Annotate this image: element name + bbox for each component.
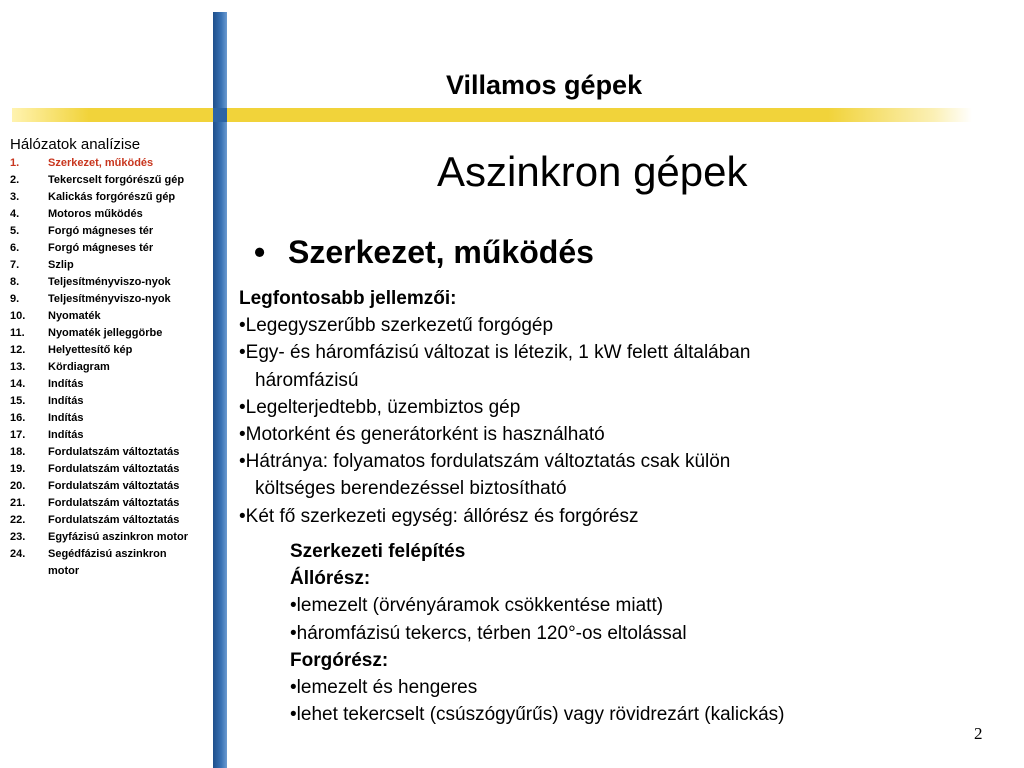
sidebar-item-number: 18. <box>10 446 26 458</box>
sidebar-title: Hálózatok analízise <box>10 136 141 153</box>
sidebar-item-label: Fordulatszám változtatás <box>48 463 180 475</box>
sidebar-item-number: 16. <box>10 412 26 424</box>
sidebar-item-label: Szlip <box>48 259 74 271</box>
sidebar-item-label: Fordulatszám változtatás <box>48 497 180 509</box>
stator-item: •lemezelt (örvényáramok csökkentése miatt) <box>290 595 664 617</box>
sidebar-item-number: 24. <box>10 548 26 560</box>
sidebar-item-number: 1. <box>10 157 20 169</box>
horizontal-accent-bar <box>12 108 972 122</box>
accent-bar-junction <box>213 108 227 122</box>
sidebar-item-number: 21. <box>10 497 26 509</box>
rotor-item: •lehet tekercselt (csúszógyűrűs) vagy rövidrezárt (kalickás) <box>290 704 785 726</box>
sidebar-item[interactable] <box>10 155 210 172</box>
sidebar-item[interactable] <box>10 495 210 512</box>
sidebar-item[interactable] <box>10 325 210 342</box>
sidebar-item[interactable] <box>10 291 210 308</box>
sidebar-item-number: 4. <box>10 208 20 220</box>
sidebar-item[interactable] <box>10 512 210 529</box>
content-line: •Legelterjedtebb, üzembiztos gép <box>239 396 521 418</box>
sidebar-item[interactable] <box>10 172 210 189</box>
sidebar-item[interactable] <box>10 410 210 427</box>
sidebar-item-label: Egyfázisú aszinkron motor <box>48 531 188 543</box>
sidebar-item-number: 17. <box>10 429 26 441</box>
sidebar-item[interactable] <box>10 240 210 257</box>
sidebar-item[interactable] <box>10 393 210 410</box>
sidebar-item-label: Indítás <box>48 429 84 441</box>
page-number: 2 <box>974 724 983 743</box>
sidebar-item-number: 10. <box>10 310 26 322</box>
sidebar-item-label: Indítás <box>48 378 84 390</box>
slide-subtitle <box>254 234 594 271</box>
sidebar-item-label: Nyomaték <box>48 310 101 322</box>
header-title: Villamos gépek <box>446 70 643 100</box>
sidebar-item-number: 2. <box>10 174 20 186</box>
sidebar-item-number: 15. <box>10 395 26 407</box>
sidebar-item-label: Nyomaték jelleggörbe <box>48 327 163 339</box>
sidebar-item-number: 13. <box>10 361 26 373</box>
sidebar-item-number: 12. <box>10 344 26 356</box>
content-line: háromfázisú <box>255 369 359 391</box>
sidebar-item[interactable] <box>10 376 210 393</box>
sidebar-item-label: Helyettesítő kép <box>48 344 133 356</box>
main-content <box>239 285 939 530</box>
content-line: •Egy- és háromfázisú változat is létezik, 1 kW felett általában <box>239 342 751 364</box>
sidebar-item-label: Tekercselt forgórészű gép <box>48 174 185 186</box>
sidebar-item-label: Szerkezet, működés <box>48 157 154 169</box>
rotor-label: Forgórész: <box>290 649 389 671</box>
sidebar-item-label: Forgó mágneses tér <box>48 242 154 254</box>
content-line: költséges berendezéssel biztosítható <box>255 478 567 500</box>
content-line: •Két fő szerkezeti egység: állórész és forgórész <box>239 505 639 527</box>
sidebar-item-number: 7. <box>10 259 20 271</box>
stator-item: •háromfázisú tekercs, térben 120°-os eltolással <box>290 622 687 644</box>
sidebar-item[interactable] <box>10 444 210 461</box>
sidebar-item[interactable] <box>10 189 210 206</box>
sidebar-item[interactable] <box>10 223 210 240</box>
content-line: •Hátránya: folyamatos fordulatszám változtatás csak külön <box>239 451 731 473</box>
stator-label: Állórész: <box>290 568 371 590</box>
sidebar-item[interactable] <box>10 359 210 376</box>
sidebar-item-label: Teljesítményviszo-nyok <box>48 276 171 288</box>
sidebar-item-number: 5. <box>10 225 20 237</box>
sidebar-item[interactable] <box>10 546 210 580</box>
sidebar-item[interactable] <box>10 206 210 223</box>
sidebar-item[interactable] <box>10 257 210 274</box>
sidebar-item-label: Teljesítményviszo-nyok <box>48 293 171 305</box>
bullet-icon: • <box>254 234 266 270</box>
sidebar-item-label: Kalickás forgórészű gép <box>48 191 176 203</box>
slide-title: Aszinkron gépek <box>437 148 748 195</box>
sidebar-item-label: Segédfázisú aszinkron motor <box>48 548 167 577</box>
sidebar-item-label: Kördiagram <box>48 361 110 373</box>
sidebar-item[interactable] <box>10 274 210 291</box>
sidebar-toc <box>10 155 210 580</box>
sidebar-item-label: Fordulatszám változtatás <box>48 446 180 458</box>
sidebar-item-number: 19. <box>10 463 26 475</box>
sidebar-item[interactable] <box>10 461 210 478</box>
structure-section <box>290 538 930 728</box>
sidebar-item-number: 8. <box>10 276 20 288</box>
sidebar-item-number: 20. <box>10 480 26 492</box>
sidebar-item-label: Indítás <box>48 412 84 424</box>
sidebar-item-label: Indítás <box>48 395 84 407</box>
sidebar-item-label: Fordulatszám változtatás <box>48 480 180 492</box>
sidebar-item-label: Motoros működés <box>48 208 143 220</box>
sidebar-item-number: 3. <box>10 191 20 203</box>
sidebar-item[interactable] <box>10 342 210 359</box>
sidebar-item[interactable] <box>10 308 210 325</box>
sidebar-item[interactable] <box>10 427 210 444</box>
sidebar-item-label: Fordulatszám változtatás <box>48 514 180 526</box>
vertical-accent-bar <box>213 12 227 768</box>
sidebar-item-number: 23. <box>10 531 26 543</box>
sidebar <box>10 136 210 580</box>
sidebar-item-number: 22. <box>10 514 26 526</box>
content-line: •Legegyszerűbb szerkezetű forgógép <box>239 315 554 337</box>
sidebar-item[interactable] <box>10 478 210 495</box>
sidebar-item-number: 14. <box>10 378 26 390</box>
sidebar-item[interactable] <box>10 529 210 546</box>
sidebar-item-number: 6. <box>10 242 20 254</box>
subtitle-text: Szerkezet, működés <box>288 234 594 270</box>
content-line: •Motorként és generátorként is használható <box>239 424 605 446</box>
structure-title: Szerkezeti felépítés <box>290 541 466 562</box>
sidebar-item-number: 11. <box>10 327 25 339</box>
content-heading: Legfontosabb jellemzői: <box>239 288 457 309</box>
rotor-item: •lemezelt és hengeres <box>290 677 478 699</box>
sidebar-item-label: Forgó mágneses tér <box>48 225 154 237</box>
sidebar-item-number: 9. <box>10 293 20 305</box>
